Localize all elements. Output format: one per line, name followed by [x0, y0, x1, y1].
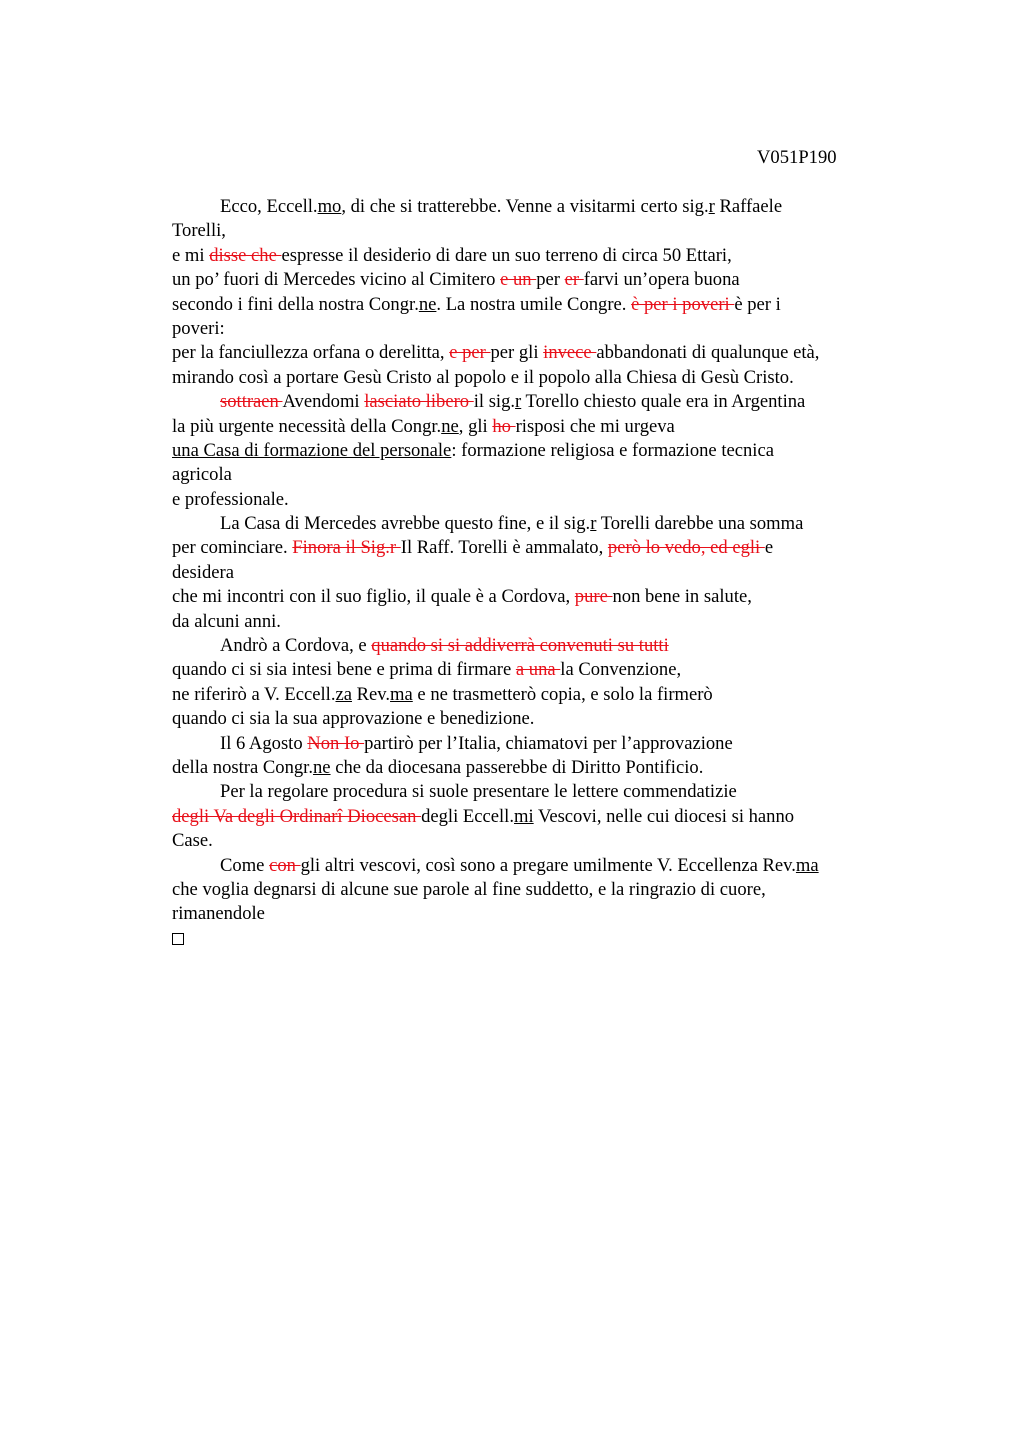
- text-line: [172, 415, 902, 439]
- underlined-text: r: [515, 391, 522, 413]
- text-run: poveri:: [172, 317, 225, 339]
- deleted-text: e un: [500, 269, 537, 291]
- text-line: [172, 268, 902, 292]
- text-run: Torelli darebbe una somma: [596, 513, 804, 535]
- text-line: [172, 610, 902, 634]
- text-line: [172, 854, 902, 878]
- deleted-text: ho: [492, 415, 516, 437]
- checkbox-square-icon: [172, 933, 184, 945]
- text-run: che mi incontri con il suo figlio, il quale è a Cordova,: [172, 586, 575, 608]
- text-run: desidera: [172, 561, 234, 583]
- text-run: Il 6 Agosto: [220, 732, 308, 754]
- deleted-text: degli Va degli Ordinarî Diocesan: [172, 805, 422, 827]
- text-line: [172, 902, 902, 926]
- text-line: [172, 439, 902, 463]
- text-run: per la fanciullezza orfana o derelitta,: [172, 342, 450, 364]
- text-run: rimanendole: [172, 903, 265, 925]
- text-run: , di che si tratterebbe. Venne a visitarmi certo sig.: [341, 196, 709, 217]
- text-run: un po’ fuori di Mercedes vicino al Cimitero: [172, 269, 501, 291]
- text-line: [172, 317, 902, 341]
- deleted-text: er: [564, 269, 584, 291]
- text-line: [172, 463, 902, 487]
- text-run: abbandonati di qualunque età,: [596, 342, 820, 364]
- text-line: [172, 219, 902, 243]
- text-run: che da diocesana passerebbe di Diritto Pontificio.: [330, 756, 704, 778]
- underlined-text: ne: [312, 756, 331, 778]
- text-run: la più urgente necessità della Congr.: [172, 415, 442, 437]
- text-line: [172, 756, 902, 780]
- deleted-text: e per: [449, 342, 491, 364]
- text-run: quando ci sia la sua approvazione e benedizione.: [172, 708, 535, 730]
- deleted-text: a una: [515, 659, 561, 681]
- underlined-text: ne: [441, 415, 459, 437]
- text-line: [172, 927, 902, 951]
- text-line: [172, 585, 902, 609]
- text-line: [172, 829, 902, 853]
- text-line: [172, 780, 902, 804]
- underlined-text: mo: [317, 196, 342, 217]
- text-run: mirando così a portare Gesù Cristo al popolo e il popolo alla Chiesa di Gesù Cristo.: [172, 366, 794, 388]
- underlined-text: r: [590, 513, 597, 535]
- text-run: , gli: [458, 415, 493, 437]
- underlined-text: za: [335, 683, 352, 705]
- text-run: non bene in salute,: [612, 586, 752, 608]
- text-run: farvi un’opera buona: [583, 269, 740, 291]
- text-run: gli altri vescovi, così sono a pregare umilmente V. Eccellenza Rev.: [300, 854, 796, 876]
- deleted-text: disse che: [209, 244, 282, 266]
- text-run: risposi che mi urgeva: [515, 415, 675, 437]
- text-run: agricola: [172, 464, 232, 486]
- text-run: . La nostra umile Congre.: [436, 293, 632, 315]
- text-run: Rev.: [352, 683, 391, 705]
- text-run: e: [764, 537, 774, 559]
- text-run: Avendomi: [282, 391, 365, 413]
- text-run: il sig.: [473, 391, 516, 413]
- text-run: degli Eccell.: [421, 805, 514, 827]
- text-run: partirò per l’Italia, chiamatovi per l’approvazione: [364, 732, 733, 754]
- deleted-text: pure: [574, 586, 613, 608]
- text-run: Torelli,: [172, 220, 226, 242]
- text-run: Raffaele: [714, 196, 783, 217]
- text-line: [172, 683, 902, 707]
- deleted-text: lasciato libero: [364, 391, 474, 413]
- text-run: Andrò a Cordova, e: [220, 635, 372, 657]
- text-line: [172, 732, 902, 756]
- underlined-text: ma: [795, 854, 819, 876]
- text-run: espresse il desiderio di dare un suo terreno di circa 50 Ettari,: [281, 244, 732, 266]
- underlined-text: mi: [514, 805, 534, 827]
- page-id: V051P190: [757, 147, 837, 168]
- deleted-text: Finora il Sig.r: [292, 537, 401, 559]
- text-run: : formazione religiosa e formazione tecnica: [451, 439, 774, 461]
- text-run: quando ci si sia intesi bene e prima di firmare: [172, 659, 516, 681]
- text-run: Vescovi, nelle cui diocesi si hanno: [533, 805, 795, 827]
- text-run: La Casa di Mercedes avrebbe questo fine, e il sig.: [220, 513, 591, 535]
- text-run: Ecco, Eccell.: [220, 196, 318, 217]
- text-line: [172, 634, 902, 658]
- text-line: [172, 293, 902, 317]
- underlined-text: r: [708, 196, 715, 217]
- text-line: [172, 561, 902, 585]
- deleted-text: è per i poveri: [631, 293, 735, 315]
- text-run: Come: [220, 854, 270, 876]
- text-line: [172, 244, 902, 268]
- document-body: [172, 195, 902, 951]
- text-run: per gli: [490, 342, 544, 364]
- text-run: e ne trasmetterò copia, e solo la firmerò: [412, 683, 713, 705]
- text-line: [172, 390, 902, 414]
- deleted-text: Non Io: [307, 732, 365, 754]
- text-run: è per i: [734, 293, 781, 315]
- text-line: [172, 512, 902, 536]
- text-run: da alcuni anni.: [172, 610, 281, 632]
- underlined-text: ma: [390, 683, 413, 705]
- text-line: [172, 195, 902, 219]
- text-line: [172, 366, 902, 390]
- text-line: [172, 707, 902, 731]
- text-run: e mi: [172, 244, 210, 266]
- underlined-text: una Casa di formazione del personale: [172, 439, 452, 461]
- text-run: secondo i fini della nostra Congr.: [172, 293, 419, 315]
- text-run: Torello chiesto quale era in Argentina: [521, 391, 806, 413]
- text-run: Case.: [172, 830, 213, 852]
- text-line: [172, 488, 902, 512]
- deleted-text: con: [269, 854, 301, 876]
- text-run: per: [536, 269, 565, 291]
- text-run: per cominciare.: [172, 537, 293, 559]
- deleted-text: però lo vedo, ed egli: [607, 537, 765, 559]
- text-line: [172, 658, 902, 682]
- underlined-text: ne: [418, 293, 437, 315]
- text-run: ne riferirò a V. Eccell.: [172, 683, 336, 705]
- text-run: la Convenzione,: [560, 659, 682, 681]
- deleted-text: invece: [543, 342, 597, 364]
- text-run: che voglia degnarsi di alcune sue parole al fine suddetto, e la ringrazio di cuore,: [172, 878, 766, 900]
- text-line: [172, 805, 902, 829]
- text-run: Per la regolare procedura si suole presentare le lettere commendatizie: [220, 781, 737, 803]
- deleted-text: quando si si addiverrà convenuti su tutti: [371, 635, 669, 657]
- text-run: e professionale.: [172, 488, 289, 510]
- text-line: [172, 341, 902, 365]
- text-run: Il Raff. Torelli è ammalato,: [400, 537, 608, 559]
- text-line: [172, 878, 902, 902]
- text-line: [172, 536, 902, 560]
- text-run: della nostra Congr.: [172, 756, 313, 778]
- deleted-text: sottraen: [220, 391, 283, 413]
